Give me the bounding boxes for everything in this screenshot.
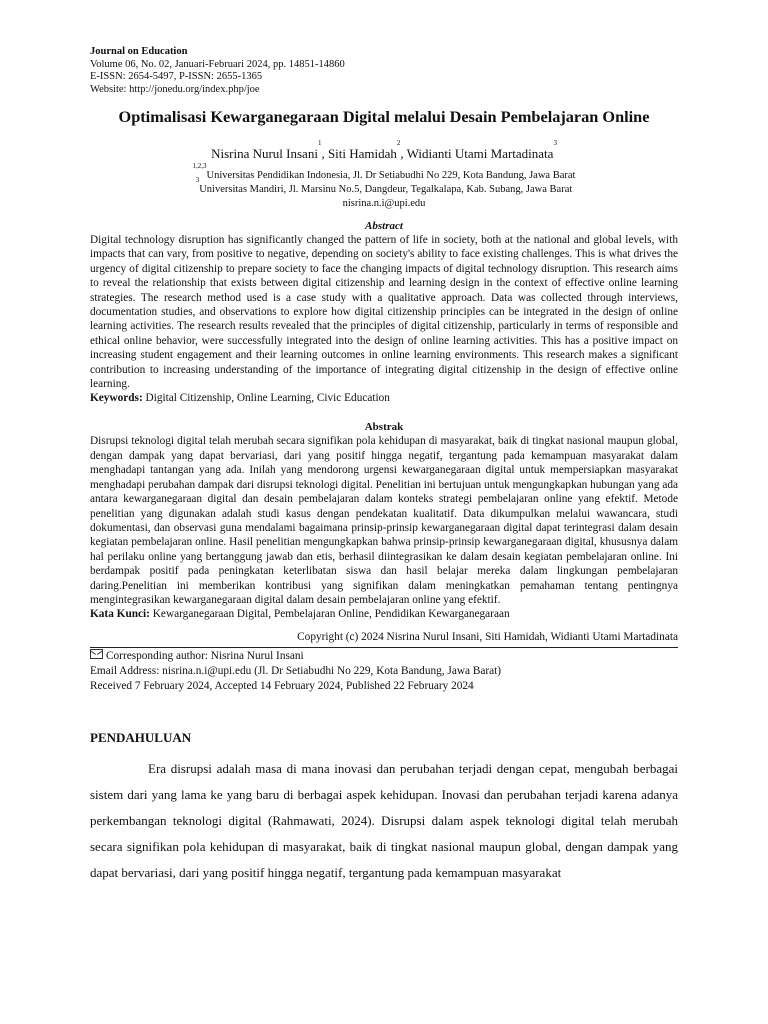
abstract-heading: Abstract — [365, 220, 403, 232]
author-name: Siti Hamidah — [327, 146, 397, 161]
corresponding-email: Email Address: nisrina.n.i@upi.edu (Jl. Dr Setiabudhi No 229, Kota Bandung, Jawa Barat) — [90, 664, 502, 677]
corresponding-author-text: Corresponding author: Nisrina Nurul Insani — [106, 650, 304, 663]
journal-name: Journal on Education — [90, 46, 188, 57]
abstrak-text: Disrupsi teknologi digital telah merubah secara signifikan pola kehidupan di masyarakat, baik di tingkat nasional maupun global, dengan dampak yang dapat bervariasi, dari yang positif hingga negatif, tergantung pada kemampuan masyarakat dalam menghadapi tantangan yang ada. Inilah yang mendorong urgensi kewarganegaraan digital untuk mempersiapkan masyarakat menghadapi perubahan dampak dari disrupsi teknologi digital. Penelitian ini bertujuan untuk mengungkapkan hubungan yang ada antara kewarganegaraan digital dan desain pembelajaran dalam konteks strategi pembelajaran online yang efektif. Metode penelitian yang digunakan adalah studi kasus dengan pendekatan kualitatif. Data dikumpulkan melalui wawancara, studi dokumentasi, dan observasi guna mendalami bagaimana prinsip-prinsip kewarganegaraan digital dapat terintegrasi dalam desain kegiatan pembelajaran online. Hasil penelitian mengungkapkan bahwa prinsip-prinsip kewarganegaraan digital, khususnya dalam hal perilaku online yang bertanggung jawab dan etis, berhasil diintegrasikan ke dalam desain kegiatan pembelajaran online. Ini berdampak positif pada peningkatan keterlibatan siswa dan hasil belajar mereka dalam lingkungan pembelajaran daring.Penelitian ini memberikan kontribusi yang signifikan dalam meningkatkan pemahaman tentang pentingnya mengintegrasikan kewarganegaraan digital dalam desain pembelajaran online yang efektif. — [90, 435, 678, 606]
affiliation-text: Universitas Pendidikan Indonesia, Jl. Dr Setiabudhi No 229, Kota Bandung, Jawa Barat — [206, 170, 576, 181]
journal-volume: Volume 06, No. 02, Januari-Februari 2024, pp. 14851-14860 — [90, 58, 345, 70]
journal-website[interactable]: Website: http://jonedu.org/index.php/joe — [90, 83, 260, 95]
paper-page — [90, 46, 678, 886]
copyright-line: Copyright (c) 2024 Nisrina Nurul Insani, Siti Hamidah, Widianti Utami Martadinata — [297, 631, 678, 644]
abstract-text: Digital technology disruption has significantly changed the pattern of life in society, both at the national and global levels, with impacts that can vary, from positive to negative, depending on society's ability to face existing challenges. This is what drives the urgency of digital citizenship to prepare society to face the changing impacts of digital technology disruption. This research aims to reveal the relationship that exists between digital citizenship and learning design in the context of effective online learning strategies. The research method used is a case study with a qualitative approach. Data was collected through interviews, documentation studies, and observations to explore how digital citizenship principles can be integrated in the design of online learning activities. The research results revealed that the principles of digital citizenship, particularly in terms of responsible and ethical online behavior, were successfully integrated into the design of online learning activities. This has a positive impact on increasing student engagement and their learning outcomes in online learning environments. This research makes a significant contribution to increasing understanding of the importance of integrating digital citizenship in the design of effective online learning. — [90, 234, 678, 391]
affiliation — [90, 176, 678, 197]
author-sup: 3 — [553, 139, 557, 147]
journal-header — [90, 46, 678, 96]
divider — [90, 647, 678, 648]
affiliation-sup: 3 — [195, 176, 200, 184]
author-name: Widianti Utami Martadinata — [406, 146, 554, 161]
author-email[interactable]: nisrina.n.i@upi.edu — [342, 198, 426, 209]
paper-title: Optimalisasi Kewarganegaraan Digital melalui Desain Pembelajaran Online — [118, 107, 650, 126]
abstrak-heading: Abstrak — [364, 421, 404, 434]
kata-kunci-text: Kewarganegaraan Digital, Pembelajaran Online, Pendidikan Kewarganegaraan — [152, 608, 510, 621]
author-sup: 2 — [396, 139, 401, 147]
journal-issn: E-ISSN: 2654-5497, P-ISSN: 2655-1365 — [90, 71, 263, 82]
keywords — [90, 391, 678, 406]
affiliation — [90, 162, 678, 183]
corresponding-info — [90, 649, 678, 693]
kata-kunci — [90, 607, 678, 622]
corresponding-author — [90, 649, 678, 664]
publication-dates: Received 7 February 2024, Accepted 14 February 2024, Published 22 February 2024 — [90, 679, 474, 692]
keywords-text: Digital Citizenship, Online Learning, Civic Education — [145, 392, 390, 405]
kata-kunci-label: Kata Kunci: — [90, 608, 150, 621]
keywords-label: Keywords: — [90, 392, 143, 405]
body-paragraph: Era disrupsi adalah masa di mana inovasi dan perubahan terjadi dengan cepat, mengubah berbagai sistem dari yang lama ke yang baru di berbagai aspek kehidupan. Inovasi dan perubahan terjadi karena adanya perkembangan teknologi digital (Rahmawati, 2024). Disrupsi dalam aspek teknologi digital telah merubah secara signifikan pola kehidupan di masyarakat, baik di tingkat nasional maupun global, dengan dampak yang dapat bervariasi, dari yang positif hingga negatif, tergantung pada kemampuan masyarakat — [90, 761, 678, 881]
author-name: Nisrina Nurul Insani — [211, 146, 318, 161]
affiliation-text: Universitas Mandiri, Jl. Marsinu No.5, Dangdeur, Tegalkalapa, Kab. Subang, Jawa Barat — [199, 184, 573, 195]
affiliation-sup: 1,2,3 — [192, 162, 207, 170]
envelope-icon — [90, 649, 103, 659]
author-sup: 1 — [317, 139, 322, 147]
affiliations — [90, 162, 678, 211]
section-heading: PENDAHULUAN — [90, 730, 192, 746]
author-list: Nisrina Nurul Insani$^1$, Siti Hamidah$^2$, Widianti Utami Martadinata$^3$ — [211, 139, 557, 161]
